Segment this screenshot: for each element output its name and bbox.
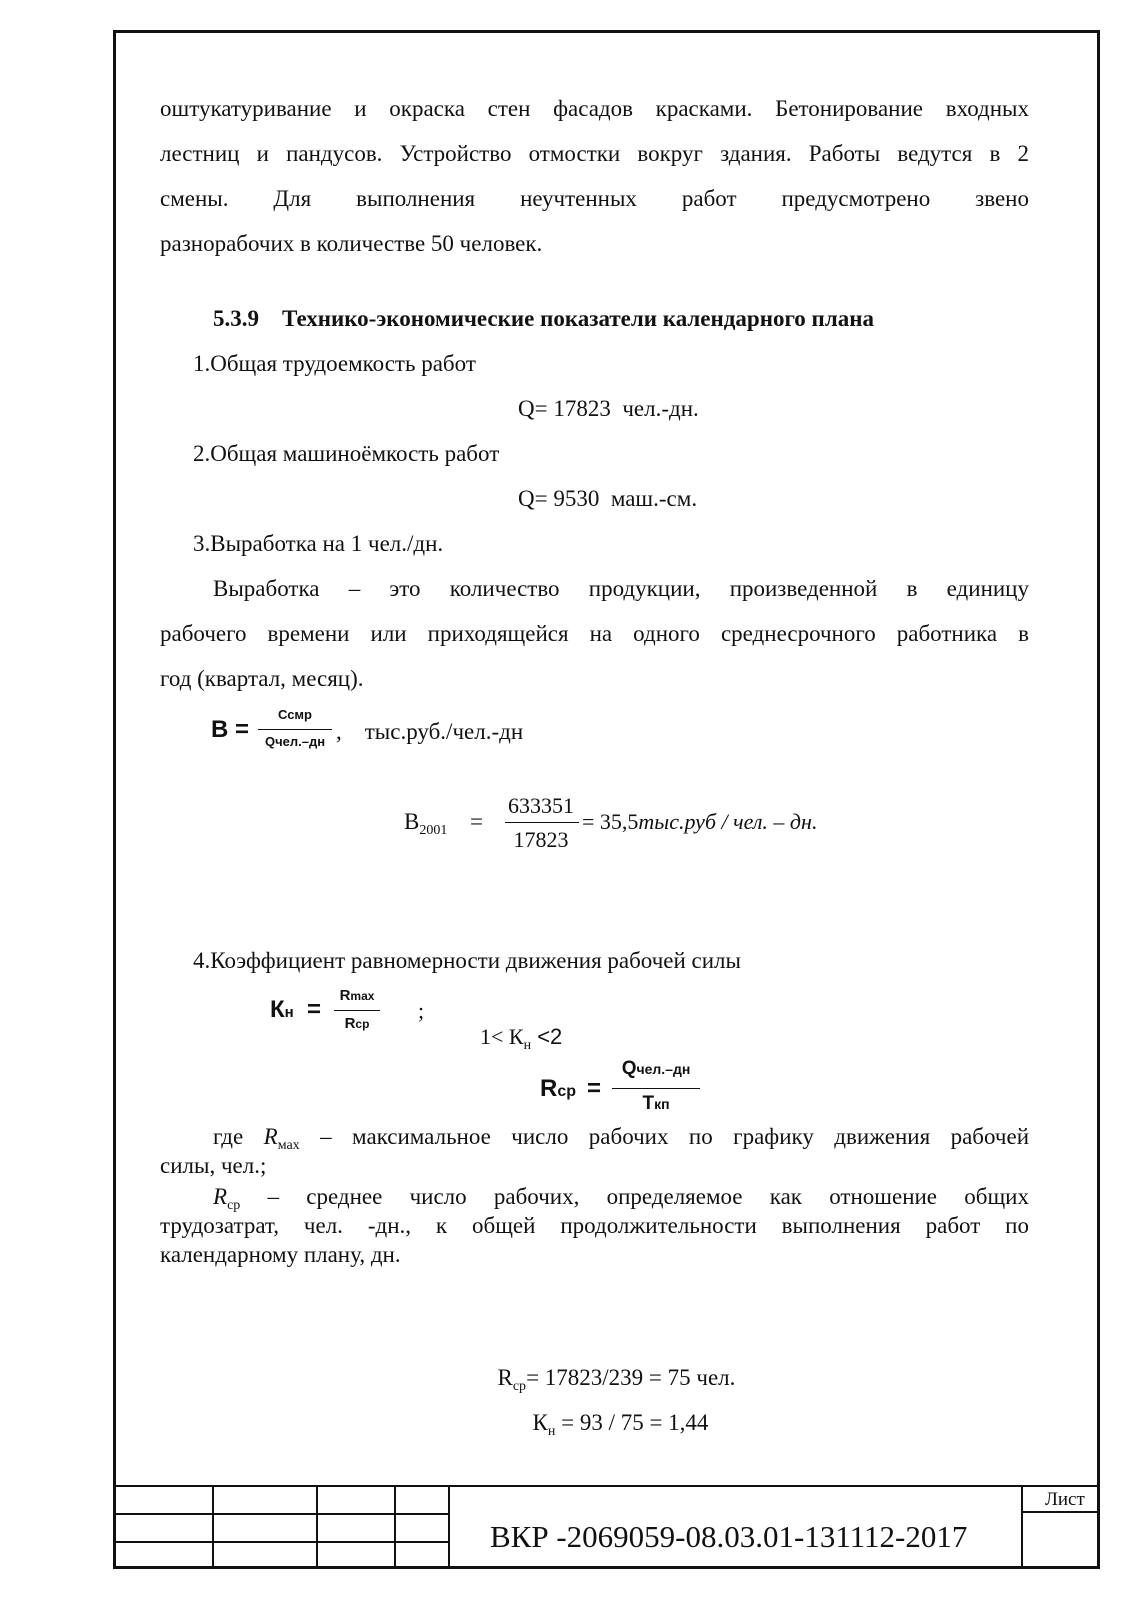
explain-rcp-line2: трудозатрат, чел. -дн., к общей продолжительности выполнения работ по (160, 1213, 1029, 1238)
formula-kn-lhs: Кн (270, 996, 294, 1023)
stamp-line (316, 1485, 318, 1569)
formula-line: Q= 17823 чел.-дн. (518, 396, 699, 421)
document-code: ВКР -2069059-08.03.01-131112-2017 (490, 1519, 968, 1554)
explain-rmax-line1: где $R_{мах}$ – максимальное число рабочих по графику движения рабочей (213, 1124, 1029, 1153)
paragraph-line: смены. Для выполнения неучтенных работ предусмотрено звено (160, 186, 1029, 211)
fraction-line (612, 1088, 700, 1089)
paragraph-line: лестниц и пандусов. Устройство отмостки вокруг здания. Работы ведутся в 2 (160, 141, 1029, 166)
stamp-line (448, 1485, 450, 1569)
explain-rcp-line3: календарному плану, дн. (160, 1242, 401, 1267)
stamp-line (1021, 1485, 1023, 1569)
formula-line: Q= 9530 маш.-см. (518, 486, 698, 511)
formula-b2001-numerator: 633351 (508, 793, 574, 818)
formula-b2001-denominator: 17823 (513, 827, 569, 852)
formula-rcp-lhs: Rср (540, 1075, 577, 1102)
formula-separator: ; (418, 998, 425, 1023)
equals-sign: = (587, 1075, 602, 1102)
explain-rcp-line1: $R_{ср}$ – среднее число рабочих, определяемое как отношение общих (213, 1184, 1029, 1213)
formula-b-denominator: Qчел.–дн (264, 734, 326, 749)
formula-kn-denominator: Rср (344, 1015, 370, 1032)
fraction-line (334, 1010, 380, 1011)
item-heading: 1.Общая трудоемкость работ (193, 351, 476, 376)
definition-line: рабочего времени или приходящейся на одного среднесрочного работника в (160, 621, 1029, 646)
formula-b-numerator: Ссмр (277, 707, 312, 722)
formula-kn-numerator: Rmax (339, 987, 375, 1004)
equals-sign: = (470, 809, 483, 834)
paragraph-line: разнорабочих в количестве 50 человек. (160, 231, 543, 256)
equals-sign: = (307, 996, 322, 1023)
formula-kn-range: $1< К_н <2$ (480, 1024, 563, 1053)
item-heading: 2.Общая машиноёмкость работ (193, 441, 500, 466)
section-heading (213, 296, 874, 342)
fraction-line (258, 729, 332, 730)
item-heading: 3.Выработка на 1 чел./дн. (193, 531, 444, 556)
formula-rcp-numerator: Qчел.–дн (621, 1058, 691, 1079)
sheet-label: Лист (1045, 1489, 1085, 1510)
stamp-line (212, 1485, 214, 1569)
calc-kn: $К_н = 93 / 75 = 1,44$ (532, 1410, 709, 1439)
section-number: 5.3.9 (213, 306, 259, 331)
stamp-line (113, 1485, 1100, 1487)
calc-rcp: $R_{ср}= 17823/239 = 75$ чел. (497, 1365, 736, 1394)
definition-line: год (квартал, месяц). (160, 666, 364, 691)
definition-line: Выработка – это количество продукции, произведенной в единицу (213, 576, 1029, 601)
stamp-line (394, 1485, 396, 1569)
formula-b2001-lhs: $В_{2001}$ (404, 809, 448, 838)
fraction-line (505, 822, 579, 823)
item-heading: 4.Коэффициент равномерности движения рабочей силы (193, 948, 741, 973)
section-title: Технико-экономические показатели календарного плана (282, 306, 874, 331)
formula-rcp-denominator: Tкп (642, 1093, 670, 1114)
formula-b2001-result: = 35,5тыс.руб / чел. – дн. (582, 809, 818, 834)
explain-rmax-line2: силы, чел.; (160, 1153, 267, 1178)
formula-b-lhs: В = (211, 716, 250, 743)
stamp-line (113, 1541, 450, 1543)
stamp-line (113, 1513, 450, 1515)
formula-b-unit: , тыс.руб./чел.-дн (336, 719, 524, 744)
paragraph-line: оштукатуривание и окраска стен фасадов красками. Бетонирование входных (160, 96, 1029, 121)
